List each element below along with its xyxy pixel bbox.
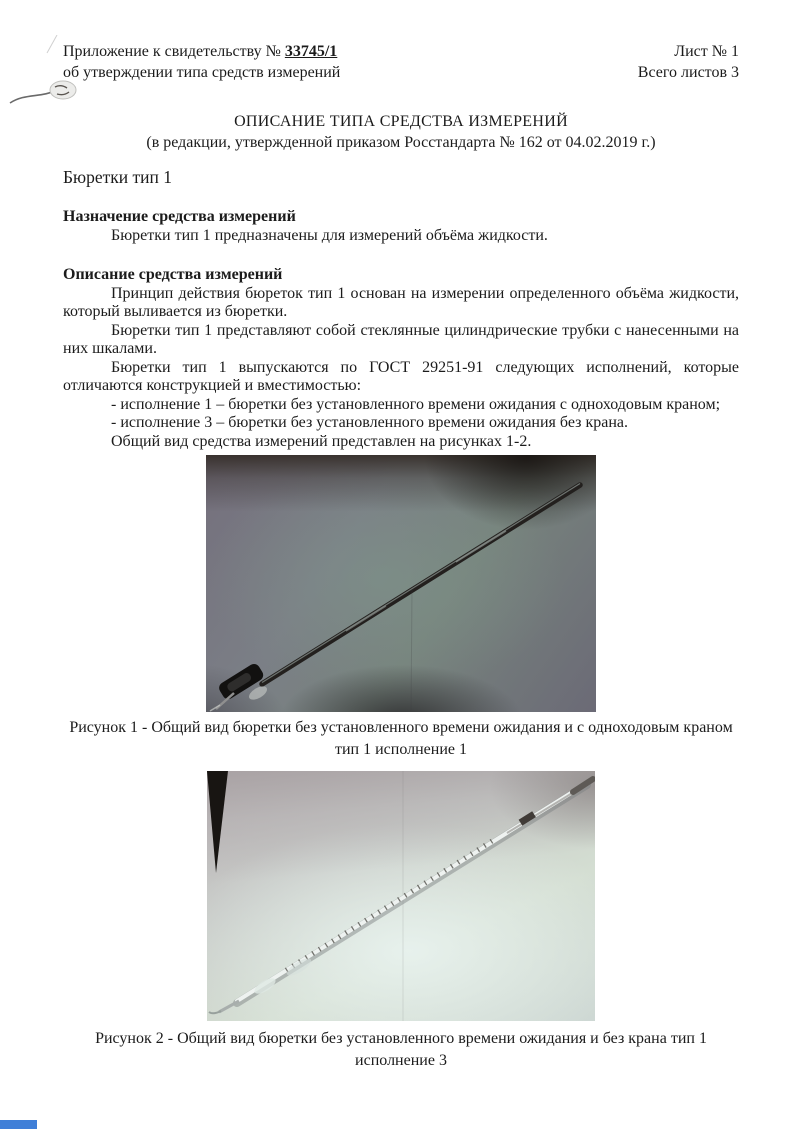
figure-1-caption: Рисунок 1 - Общий вид бюретки без установленного времени ожидания и с одноходовым краном тип 1 исполнение 1 — [69, 719, 733, 758]
appendix-prefix: Приложение к свидетельству № — [63, 43, 285, 60]
sheet-info — [638, 41, 739, 83]
section-heading-purpose: Назначение средства измерений — [63, 208, 296, 225]
figure-1-photo — [206, 455, 596, 712]
certificate-number: 33745/1 — [284, 43, 338, 60]
document-subtitle: (в редакции, утвержденной приказом Росстандарта № 162 от 04.02.2019 г.) — [146, 134, 656, 151]
paragraph: Бюретки тип 1 предназначены для измерений объёма жидкости. — [111, 226, 548, 244]
appendix-reference — [63, 41, 340, 83]
total-sheets: Всего листов 3 — [637, 64, 739, 81]
figure-2-photo — [207, 771, 595, 1021]
paragraph: Общий вид средства измерений представлен на рисунках 1-2. — [111, 432, 532, 450]
paragraph: Бюретки тип 1 представляют собой стеклянные цилиндрические трубки с нанесенными на них шкалами. — [63, 321, 739, 357]
paragraph-variant-3: - исполнение 3 – бюретки без установленного времени ожидания без крана. — [111, 414, 628, 431]
document-header — [63, 41, 739, 83]
paragraph-variant-1: - исполнение 1 – бюретки без установленного времени ожидания с одноходовым краном; — [111, 395, 721, 413]
appendix-line-1 — [63, 41, 340, 62]
photo-corner-shadow — [207, 771, 228, 873]
scan-edge-blue-mark — [0, 1120, 37, 1129]
document-content — [63, 41, 739, 1071]
appendix-line-2: об утверждении типа средств измерений — [63, 64, 341, 81]
burette-with-stopcock-illustration — [206, 455, 596, 712]
burette-without-stopcock-illustration — [207, 771, 595, 1021]
paragraph: Принцип действия бюреток тип 1 основан на измерении определенного объёма жидкости, который выливается из бюретки. — [63, 284, 739, 320]
paragraph: Бюретки тип 1 выпускаются по ГОСТ 29251-91 следующих исполнений, которые отличаются конструкцией и вместимостью: — [63, 358, 739, 394]
instrument-name: Бюретки тип 1 — [63, 167, 173, 187]
sheet-number: Лист № 1 — [674, 43, 739, 60]
section-heading-description: Описание средства измерений — [63, 266, 283, 283]
figure-2-caption: Рисунок 2 - Общий вид бюретки без установленного времени ожидания и без крана тип 1 исполнение 3 — [95, 1030, 707, 1069]
document-title: ОПИСАНИЕ ТИПА СРЕДСТВА ИЗМЕРЕНИЙ — [234, 113, 568, 130]
